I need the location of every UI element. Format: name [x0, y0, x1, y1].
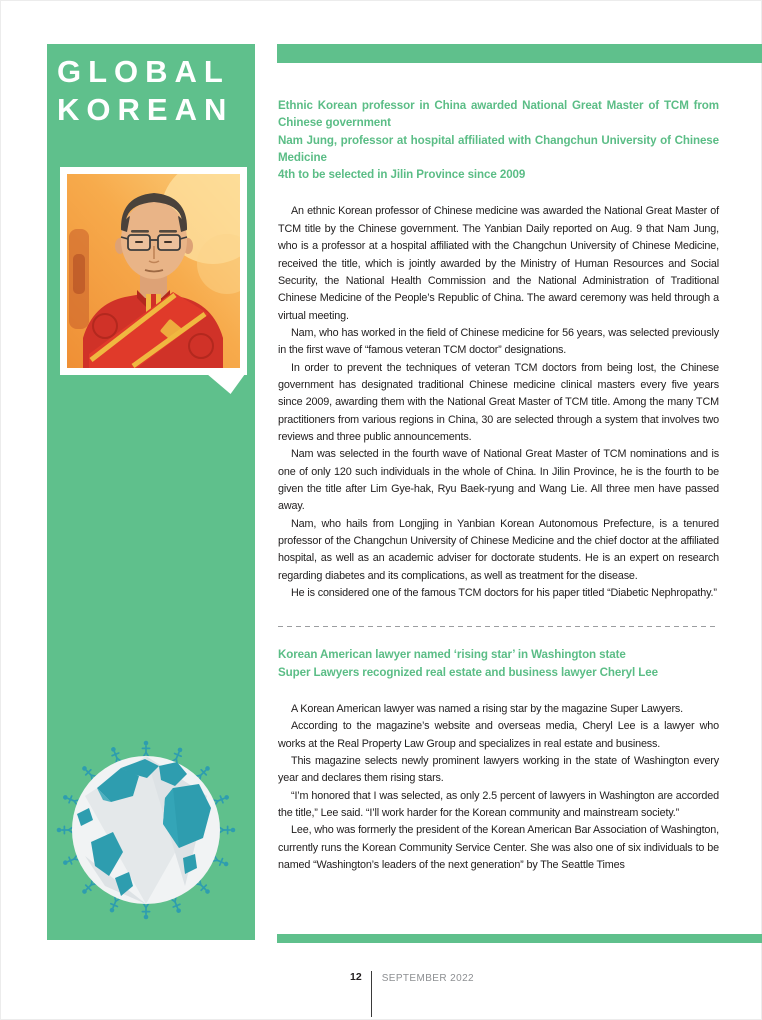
masthead-line-1: GLOBAL — [57, 54, 230, 89]
article-rising-star — [278, 646, 719, 874]
paragraph: According to the magazine’s website and overseas media, Cheryl Lee is a lawyer who works at the Real Property Law Group and specializes in real estate and business. — [278, 720, 719, 750]
article-body — [278, 203, 719, 602]
article-headline — [278, 97, 719, 183]
paragraph: An ethnic Korean professor of Chinese medicine was awarded the National Great Master of TCM title by the Chinese government. The Yanbian Daily reported on Aug. 9 that Nam Jung, who is a professor at a hospital affiliated with the Changchun University of Chinese Medicine, received the title, which is jointly awarded by the Ministry of Human Resources and Social Security, the National Health Commission and the National Administration of Traditional Chinese Medicine of the People’s Republic of China. The award ceremony was held through a virtual meeting. — [278, 205, 719, 322]
top-accent-bar — [277, 44, 762, 63]
paragraph: In order to prevent the techniques of veteran TCM doctors from being lost, the Chinese government has designated traditional Chinese medicine clinical masters every five years since 2009, awarding them with the National Great Master of TCM title. Among the many TCM practitioners from various regions in China, 30 are selected through a system that involves two reviews and three public announcements. — [278, 361, 719, 443]
page-number: 12 — [350, 971, 362, 983]
bottom-accent-bar — [277, 934, 762, 943]
paragraph: Lee, who was formerly the president of the Korean American Bar Association of Washington, currently runs the Korean Community Service Center. She was also one of six individuals to be named “Washington’s leaders of the next generation” by The Seattle Times — [278, 824, 719, 872]
section-masthead — [57, 53, 233, 129]
portrait-illustration — [67, 174, 240, 368]
article-body — [278, 701, 719, 874]
headline-line: Nam Jung, professor at hospital affiliated with Changchun University of Chinese Medicine — [278, 133, 719, 164]
article-headline — [278, 646, 719, 681]
article-tcm-master — [278, 97, 719, 602]
headline-line: Ethnic Korean professor in China awarded National Great Master of TCM from Chinese government — [278, 99, 719, 130]
paragraph: This magazine selects newly prominent lawyers working in the state of Washington every year and declares them rising stars. — [278, 755, 719, 785]
article-divider — [278, 626, 719, 627]
article-column — [278, 97, 719, 874]
masthead-line-2: KOREAN — [57, 92, 234, 127]
paragraph: Nam, who hails from Longjing in Yanbian Korean Autonomous Prefecture, is a tenured professor of the Changchun University of Chinese Medicine and the chief doctor at the affiliated hospital, as well as an academic adviser for doctorate students. He is an expert on research regarding diabetes and its complications, as well as treatment for the disease. — [278, 517, 719, 582]
headline-line: Super Lawyers recognized real estate and business lawyer Cheryl Lee — [278, 665, 658, 679]
globe-illustration — [55, 726, 237, 928]
page-footer — [350, 971, 474, 1017]
footer-divider — [371, 971, 372, 1017]
headline-line: Korean American lawyer named ‘rising star’ in Washington state — [278, 648, 626, 662]
sidebar — [47, 44, 255, 940]
paragraph: A Korean American lawyer was named a rising star by the magazine Super Lawyers. — [291, 702, 684, 715]
paragraph: He is considered one of the famous TCM doctors for his paper titled “Diabetic Nephropathy.” — [291, 587, 717, 600]
paragraph: Nam, who has worked in the field of Chinese medicine for 56 years, was selected previously in the first wave of “famous veteran TCM doctor” designations. — [278, 326, 719, 357]
headline-line: 4th to be selected in Jilin Province since 2009 — [278, 168, 526, 182]
issue-label: SEPTEMBER 2022 — [381, 973, 474, 984]
paragraph: “I’m honored that I was selected, as only 2.5 percent of lawyers in Washington are accorded the title,” Lee said. “I’ll work harder for the Korean community and mainstream society.” — [278, 789, 719, 820]
photo-frame-tail — [207, 374, 245, 394]
portrait-photo — [60, 167, 247, 375]
paragraph: Nam was selected in the fourth wave of National Great Master of TCM nominations and is one of only 120 such individuals in the whole of China. In Jilin Province, he is the fourth to be given the title after Lim Gye-hak, Ryu Baek-ryung and Wang Lie. All three men have passed away. — [278, 448, 719, 513]
